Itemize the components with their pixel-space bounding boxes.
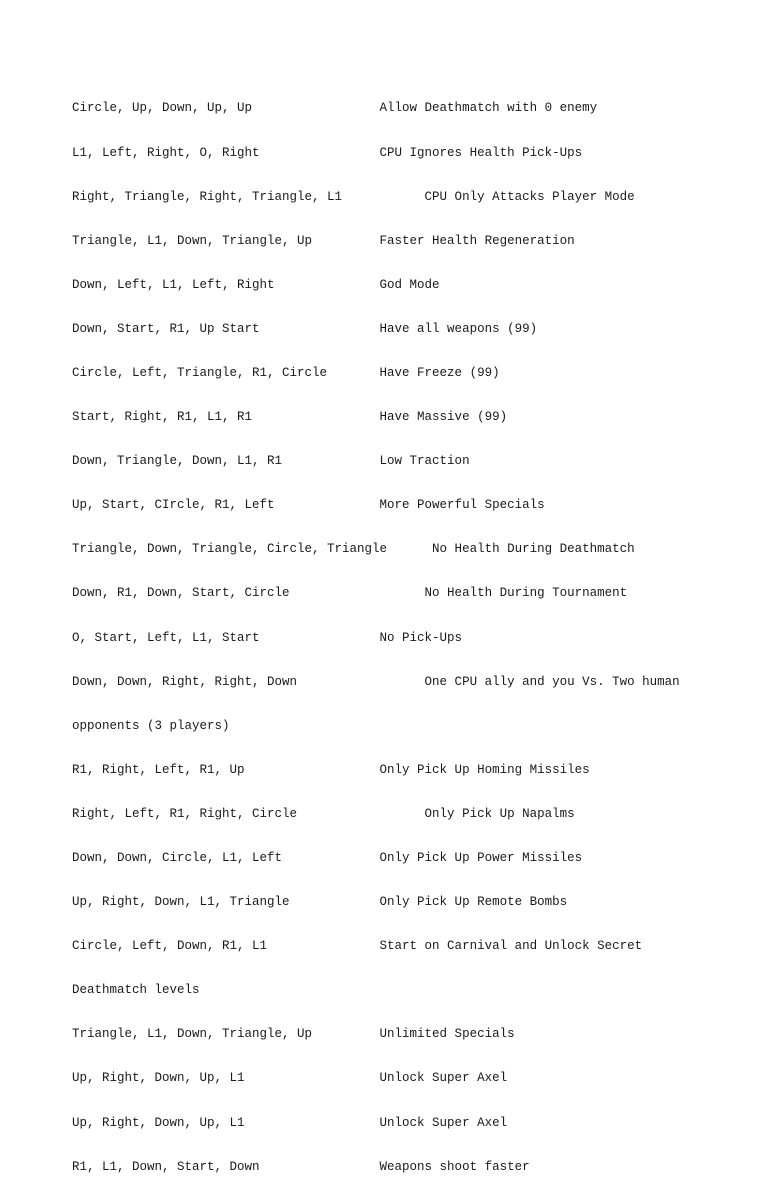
- text-line: O, Start, Left, L1, Start No Pick-Ups: [72, 630, 463, 645]
- cheat-code-listing: [72, 72, 680, 1204]
- text-line: Right, Triangle, Right, Triangle, L1 CPU Only Attacks Player Mode: [72, 189, 635, 204]
- text-line: opponents (3 players): [72, 718, 230, 733]
- text-line: Down, Triangle, Down, L1, R1 Low Traction: [72, 454, 470, 469]
- text-line: Deathmatch levels: [72, 983, 200, 998]
- text-line: Down, Down, Right, Right, Down One CPU ally and you Vs. Two human: [72, 674, 680, 689]
- text-line: Down, Left, L1, Left, Right God Mode: [72, 277, 440, 292]
- text-line: Down, R1, Down, Start, Circle No Health During Tournament: [72, 586, 628, 601]
- text-line: Down, Down, Circle, L1, Left Only Pick Up Power Missiles: [72, 851, 583, 865]
- text-line: Circle, Up, Down, Up, Up Allow Deathmatch with 0 enemy: [72, 101, 598, 116]
- text-line: Down, Start, R1, Up Start Have all weapons (99): [72, 321, 538, 336]
- text-line: Triangle, L1, Down, Triangle, Up Faster Health Regeneration: [72, 233, 575, 248]
- text-line: Up, Right, Down, Up, L1 Unlock Super Axel: [72, 1071, 508, 1086]
- text-line: Start, Right, R1, L1, R1 Have Massive (99): [72, 410, 508, 425]
- text-line: Triangle, L1, Down, Triangle, Up Unlimited Specials: [72, 1027, 515, 1042]
- text-line: Up, Start, CIrcle, R1, Left More Powerful Specials: [72, 498, 545, 513]
- text-line: Right, Left, R1, Right, Circle Only Pick Up Napalms: [72, 806, 575, 821]
- text-line: R1, Right, Left, R1, Up Only Pick Up Homing Missiles: [72, 762, 590, 777]
- text-line: L1, Left, Right, O, Right CPU Ignores Health Pick-Ups: [72, 145, 583, 160]
- text-line: R1, L1, Down, Start, Down Weapons shoot faster: [72, 1159, 530, 1174]
- text-line: Up, Right, Down, L1, Triangle Only Pick Up Remote Bombs: [72, 895, 568, 910]
- text-line: Up, Right, Down, Up, L1 Unlock Super Axel: [72, 1115, 508, 1130]
- text-line: Circle, Left, Down, R1, L1 Start on Carnival and Unlock Secret: [72, 939, 643, 954]
- text-line: Circle, Left, Triangle, R1, Circle Have Freeze (99): [72, 365, 500, 380]
- text-line: Triangle, Down, Triangle, Circle, Triangle No Health During Deathmatch: [72, 542, 635, 557]
